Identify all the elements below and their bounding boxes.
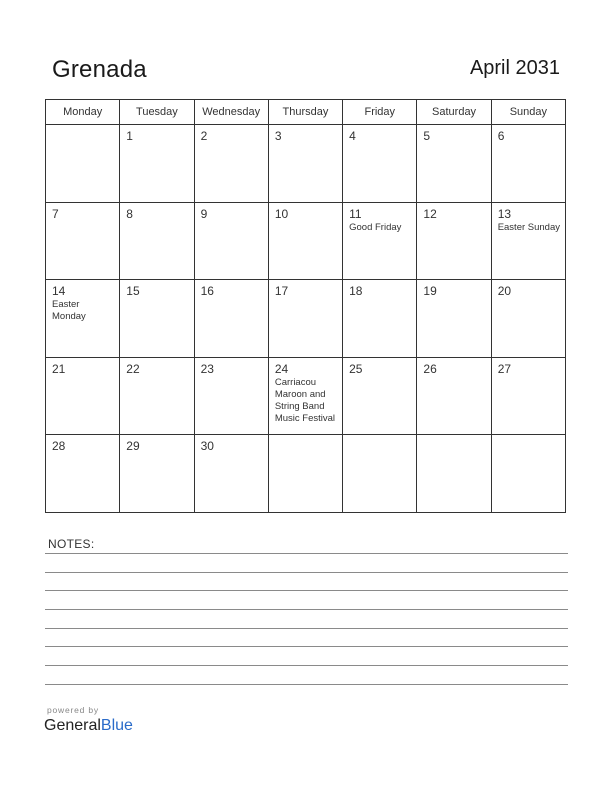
- calendar-day-cell: [268, 357, 342, 435]
- day-number: 3: [274, 129, 282, 143]
- powered-by-text: powered by: [47, 705, 99, 715]
- calendar-day-cell: [268, 280, 342, 358]
- weekday-header-row: [46, 100, 566, 125]
- calendar-week-row: [46, 125, 566, 203]
- calendar-day-cell: [343, 202, 417, 280]
- day-number: 10: [274, 206, 289, 221]
- day-number: 14: [52, 284, 66, 298]
- calendar-day-cell: [194, 435, 268, 513]
- calendar-day-cell: [194, 357, 268, 435]
- day-number: 24: [274, 361, 289, 376]
- brand-logo: [44, 717, 133, 735]
- weekday-header: Sunday: [491, 100, 565, 125]
- note-line: [45, 684, 568, 685]
- calendar-day-cell: [268, 202, 342, 280]
- day-number: 25: [349, 361, 363, 376]
- day-number: 9: [200, 206, 208, 221]
- day-number: 30: [200, 439, 214, 453]
- day-number: 12: [423, 206, 437, 221]
- weekday-header: Thursday: [268, 100, 342, 125]
- calendar-day-cell: [268, 125, 342, 203]
- day-number: 27: [497, 361, 512, 376]
- calendar-day-cell: [491, 125, 565, 203]
- weekday-header: Friday: [343, 100, 417, 125]
- note-line: [45, 590, 568, 591]
- note-line: [45, 553, 568, 554]
- holiday-label: Easter Monday: [52, 299, 86, 322]
- calendar-day-cell: [343, 357, 417, 435]
- day-number: 28: [52, 439, 66, 453]
- note-line: [45, 646, 568, 647]
- day-number: 15: [126, 284, 140, 298]
- day-number: 4: [349, 129, 356, 143]
- day-number: 19: [423, 284, 437, 298]
- holiday-label: Easter Sunday: [497, 221, 561, 233]
- day-number: 26: [423, 361, 437, 376]
- calendar-day-cell: [491, 435, 565, 513]
- weekday-header: Wednesday: [194, 100, 268, 125]
- day-number: 22: [126, 361, 140, 376]
- calendar-grid: [45, 99, 566, 513]
- calendar-day-cell: [194, 280, 268, 358]
- calendar-day-cell: [120, 435, 194, 513]
- country-title: Grenada: [52, 56, 147, 83]
- holiday-label: Carriacou Maroon and String Band Music Festival: [274, 376, 336, 424]
- weekday-header: Saturday: [417, 100, 491, 125]
- day-number: 13: [497, 206, 512, 221]
- holiday-label: Good Friday: [349, 221, 402, 233]
- day-number: 5: [423, 129, 431, 143]
- calendar-week-row: [46, 435, 566, 513]
- day-number: 18: [349, 284, 363, 298]
- month-year-title: April 2031: [469, 57, 560, 79]
- note-line: [45, 628, 568, 629]
- calendar-week-row: [46, 357, 566, 435]
- day-number: 21: [52, 361, 66, 376]
- calendar-day-cell: [491, 280, 565, 358]
- day-number: 8: [126, 206, 133, 221]
- day-number: 1: [126, 129, 133, 143]
- day-number: 2: [200, 129, 208, 143]
- day-number: 23: [200, 361, 214, 376]
- calendar-week-row: [46, 202, 566, 280]
- calendar-day-cell: [120, 125, 194, 203]
- day-number: 7: [52, 206, 59, 221]
- day-number: 17: [274, 284, 289, 298]
- note-line: [45, 572, 568, 573]
- calendar-day-cell: [343, 435, 417, 513]
- brand-name-blue: Blue: [100, 717, 133, 734]
- calendar-day-cell: [343, 280, 417, 358]
- calendar-day-cell: [46, 202, 120, 280]
- note-line: [45, 609, 568, 610]
- day-number: 20: [497, 284, 512, 298]
- calendar-day-cell: [46, 357, 120, 435]
- calendar-day-cell: [194, 202, 268, 280]
- day-number: 29: [126, 439, 140, 453]
- calendar-day-cell: [120, 357, 194, 435]
- calendar-day-cell: [417, 357, 491, 435]
- notes-label: NOTES:: [48, 537, 95, 551]
- calendar-day-cell: [491, 357, 565, 435]
- calendar-day-cell: [120, 280, 194, 358]
- weekday-header: Monday: [46, 100, 120, 125]
- calendar-week-row: [46, 280, 566, 358]
- calendar-day-cell: [343, 125, 417, 203]
- calendar-day-cell: [417, 435, 491, 513]
- calendar-day-cell: [46, 125, 120, 203]
- weekday-header: Tuesday: [120, 100, 194, 125]
- calendar-day-cell: [417, 202, 491, 280]
- calendar-day-cell: [417, 125, 491, 203]
- calendar-day-cell: [491, 202, 565, 280]
- day-number: 11: [349, 206, 362, 221]
- note-line: [45, 665, 568, 666]
- calendar-day-cell: [120, 202, 194, 280]
- brand-name-general: General: [44, 717, 101, 734]
- calendar-day-cell: [46, 435, 120, 513]
- calendar-day-cell: [194, 125, 268, 203]
- calendar-day-cell: [417, 280, 491, 358]
- day-number: 16: [200, 284, 214, 298]
- calendar-day-cell: [268, 435, 342, 513]
- day-number: 6: [497, 129, 505, 143]
- calendar-day-cell: [46, 280, 120, 358]
